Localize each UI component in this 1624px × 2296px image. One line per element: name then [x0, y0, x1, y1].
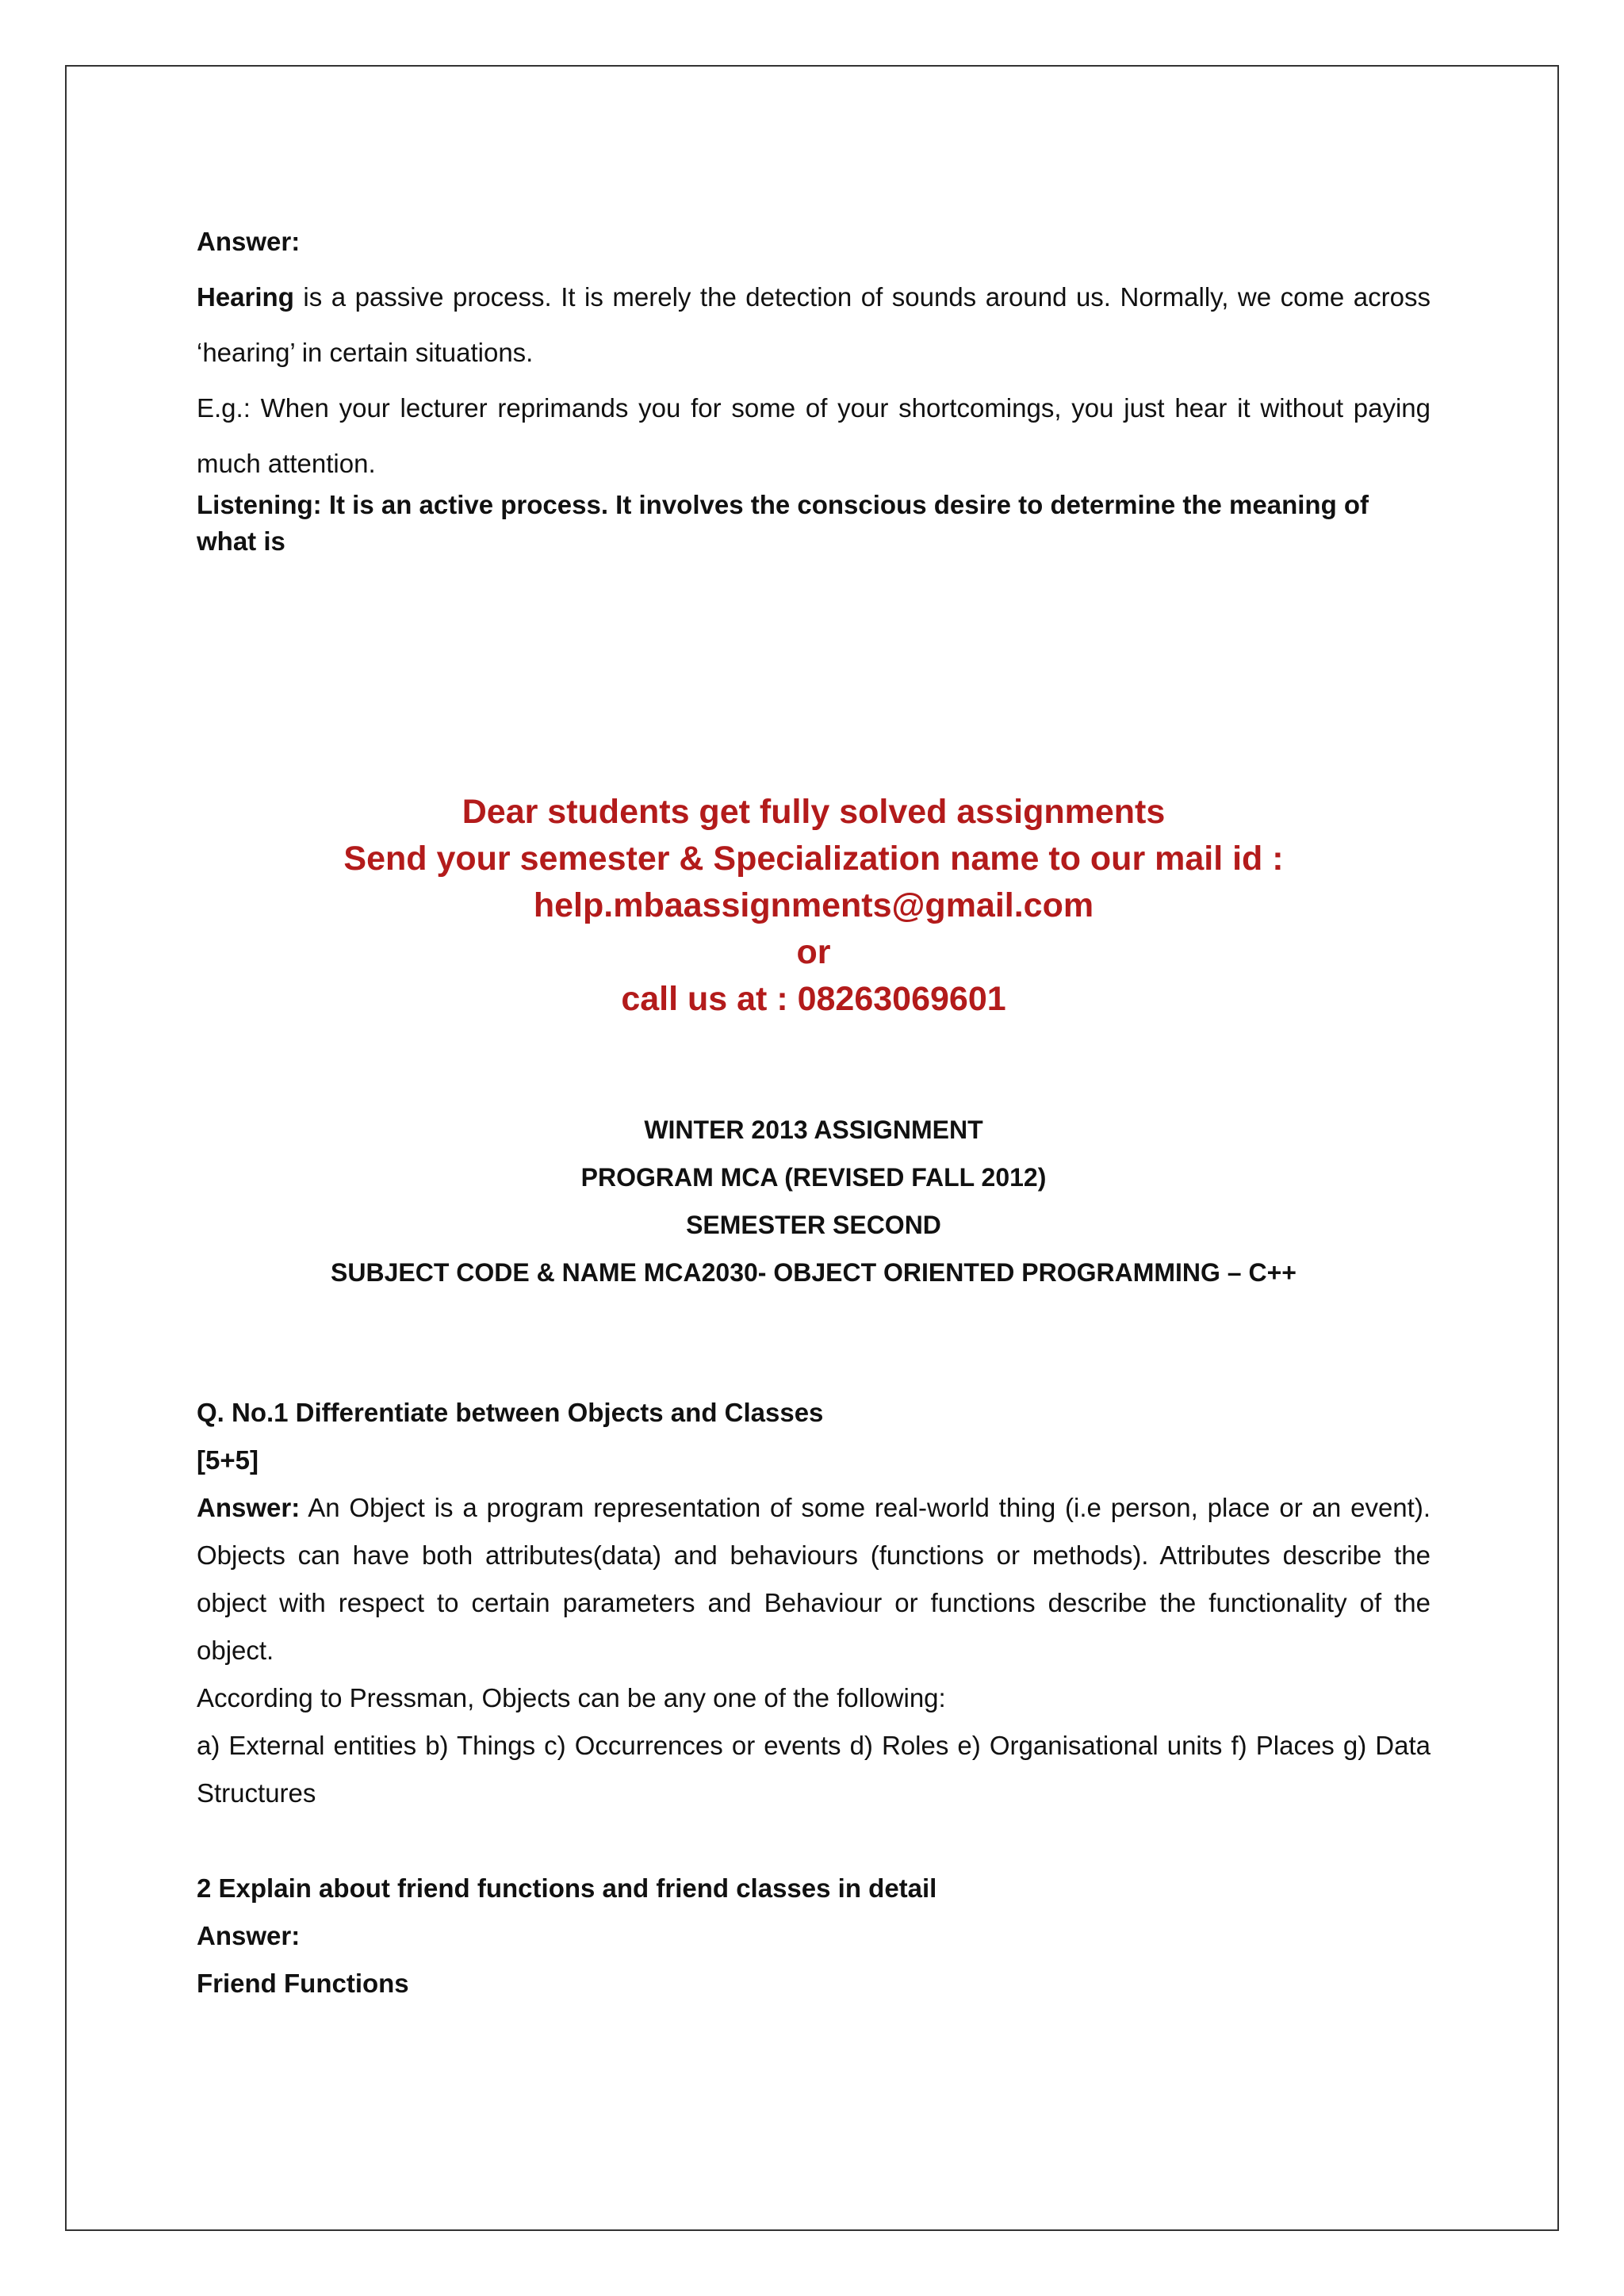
- question-1-marks: [5+5]: [197, 1445, 259, 1475]
- promo-email: help.mbaassignments@gmail.com: [533, 886, 1094, 924]
- hearing-paragraph: [197, 270, 1431, 381]
- spacer: [197, 1817, 1431, 1865]
- question-2-title: 2 Explain about friend functions and friend classes in detail: [197, 1873, 937, 1903]
- assignment-line-3: SEMESTER SECOND: [686, 1211, 941, 1239]
- promo-or: or: [796, 933, 831, 971]
- assignment-line-1: WINTER 2013 ASSIGNMENT: [644, 1115, 983, 1144]
- promo-block: [197, 789, 1431, 1023]
- object-types-list: a) External entities b) Things c) Occurrences or events d) Roles e) Organisational units f) Places g) Data Structures: [197, 1731, 1431, 1808]
- listening-paragraph: Listening: It is an active process. It involves the conscious desire to determine the meaning of what is: [197, 490, 1369, 556]
- pressman-paragraph: According to Pressman, Objects can be any one of the following:: [197, 1683, 946, 1712]
- question-1-title: Q. No.1 Differentiate between Objects and Classes: [197, 1398, 824, 1427]
- promo-call: call us at : 08263069601: [621, 980, 1006, 1018]
- question-1-answer-label: Answer:: [197, 1493, 301, 1522]
- question-1-answer: [197, 1484, 1431, 1674]
- assignment-line-2: PROGRAM MCA (REVISED FALL 2012): [580, 1163, 1047, 1192]
- answer-label: Answer:: [197, 227, 301, 256]
- hearing-term: Hearing: [197, 282, 294, 312]
- questions-section: [197, 1389, 1431, 2007]
- assignment-header: [197, 1106, 1431, 1296]
- hearing-listening-section: [197, 214, 1431, 560]
- question-1-answer-text: An Object is a program representation of some real-world thing (i.e person, place or an event). Objects can have both attributes(data) and behaviours (functions or methods). Attributes describe the object with respect to certain parameters and Behaviour or functions describe the functionality of the object.: [197, 1493, 1431, 1665]
- question-2-answer-label: Answer:: [197, 1921, 301, 1950]
- promo-line-1: Dear students get fully solved assignments: [462, 793, 1166, 831]
- assignment-line-4: SUBJECT CODE & NAME MCA2030- OBJECT ORIENTED PROGRAMMING – C++: [331, 1258, 1297, 1287]
- example-paragraph: E.g.: When your lecturer reprimands you for some of your shortcomings, you just hear it without paying much attention.: [197, 393, 1431, 478]
- promo-line-2: Send your semester & Specialization name to our mail id :: [343, 840, 1284, 878]
- hearing-text: is a passive process. It is merely the detection of sounds around us. Normally, we come across ‘hearing’ in certain situations.: [197, 282, 1431, 367]
- friend-functions-heading: Friend Functions: [197, 1969, 409, 1998]
